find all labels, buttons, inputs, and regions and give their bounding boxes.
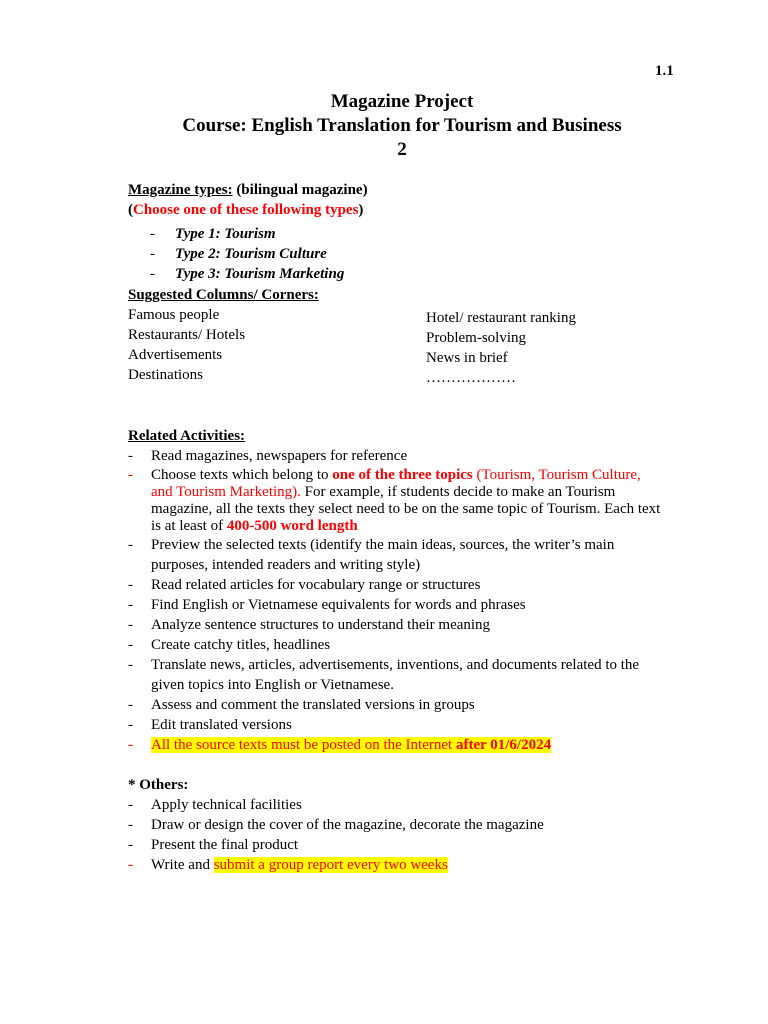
list-item: Advertisements [128,347,223,363]
list-item: News in brief [426,350,508,366]
activity-text [151,467,663,535]
activity-text: Read related articles for vocabulary range or structures [151,577,481,593]
dash: - [128,637,133,653]
text-run: For example, if students decide to make an Tourism magazine, all the texts they select need to be on the same topic of Tourism. Each text is at least of [151,484,661,534]
dash: - [128,817,133,833]
suggested-columns-heading: Suggested Columns/ Corners: [128,287,319,303]
magazine-types-section [128,180,368,220]
list-item [128,815,663,835]
list-item: Destinations [128,367,203,383]
list-item: ……………… [426,370,516,386]
dash: - [128,577,133,593]
dash: - [128,697,133,713]
emphasis-topics: one of the three topics [332,467,473,483]
related-activities-list [128,446,663,755]
other-text: Present the final product [151,837,299,853]
list-item [128,855,663,875]
magazine-types-heading: Magazine types: [128,182,233,198]
suggested-columns-left [128,305,245,385]
magazine-types-note: (bilingual magazine) [232,182,368,198]
topics-list: (Tourism, Tourism Culture, and Tourism Marketing). [151,467,641,500]
dash: - [128,737,133,753]
document-title [0,90,768,162]
list-item [128,795,663,815]
suggested-columns-right [426,308,576,388]
dash: - [128,448,133,464]
list-item [150,264,344,284]
list-item [150,244,344,264]
list-item [128,715,663,735]
list-item: Hotel/ restaurant ranking [426,310,576,326]
list-item [128,655,663,695]
list-item [128,695,663,715]
dash: - [150,266,155,282]
type-2: Type 2: Tourism Culture [175,246,327,262]
list-item: Problem-solving [426,330,526,346]
list-item: Restaurants/ Hotels [128,327,246,343]
list-item [128,835,663,855]
other-text: Apply technical facilities [151,797,302,813]
list-item [150,224,344,244]
list-item [128,595,663,615]
type-3: Type 3: Tourism Marketing [175,266,345,282]
dash: - [128,837,133,853]
other-text [151,855,663,875]
related-activities-heading: Related Activities: [128,428,246,444]
highlight-group-report: submit a group report every two weeks [213,857,448,873]
type-1: Type 1: Tourism [175,226,276,242]
dash: - [128,597,133,613]
other-text: Draw or design the cover of the magazine, decorate the magazine [151,817,544,833]
activity-text: Analyze sentence structures to understand their meaning [151,617,491,633]
activity-text: Assess and comment the translated versions in groups [151,697,475,713]
list-item [128,535,663,575]
highlight-posted-internet: must be posted on the Internet [267,737,456,753]
dash: - [128,617,133,633]
highlight-source-texts: All the source texts [151,737,268,753]
paren-open: ( [128,202,133,218]
title-line-1: Magazine Project [330,91,474,112]
magazine-types-list [150,224,344,284]
text-run: Choose texts which belong to [151,467,333,483]
activity-text: Create catchy titles, headlines [151,637,331,653]
text-run: Write and [151,857,214,873]
highlight-date: after 01/6/2024 [455,737,552,753]
others-list [128,795,663,875]
emphasis-word-length: 400-500 word length [226,518,358,534]
list-item [128,446,663,466]
list-item [128,635,663,655]
list-item: Famous people [128,307,220,323]
list-item [128,735,663,755]
dash: - [128,717,133,733]
dash: - [128,657,133,673]
dash: - [128,537,133,553]
activity-text: Read magazines, newspapers for reference [151,448,408,464]
activity-text: Edit translated versions [151,717,292,733]
page-number: 1.1 [655,63,674,79]
dash: - [128,797,133,813]
others-heading: * Others: [128,777,189,793]
activity-text: Translate news, articles, advertisements, inventions, and documents related to the given topics into English or Vietnamese. [151,657,640,693]
list-item [128,466,663,535]
title-line-3: 2 [397,139,407,160]
title-line-2: Course: English Translation for Tourism and Business [182,115,622,136]
activity-text: Find English or Vietnamese equivalents for words and phrases [151,597,526,613]
paren-close: ) [358,202,364,218]
dash: - [150,226,155,242]
choose-types-instruction: Choose one of these following types [133,202,359,218]
dash: - [150,246,155,262]
dash: - [128,857,133,873]
dash: - [128,467,133,483]
activity-text [151,735,663,755]
activity-text: Preview the selected texts (identify the main ideas, sources, the writer’s main purposes, intended readers and writing style) [151,537,615,573]
list-item [128,615,663,635]
list-item [128,575,663,595]
